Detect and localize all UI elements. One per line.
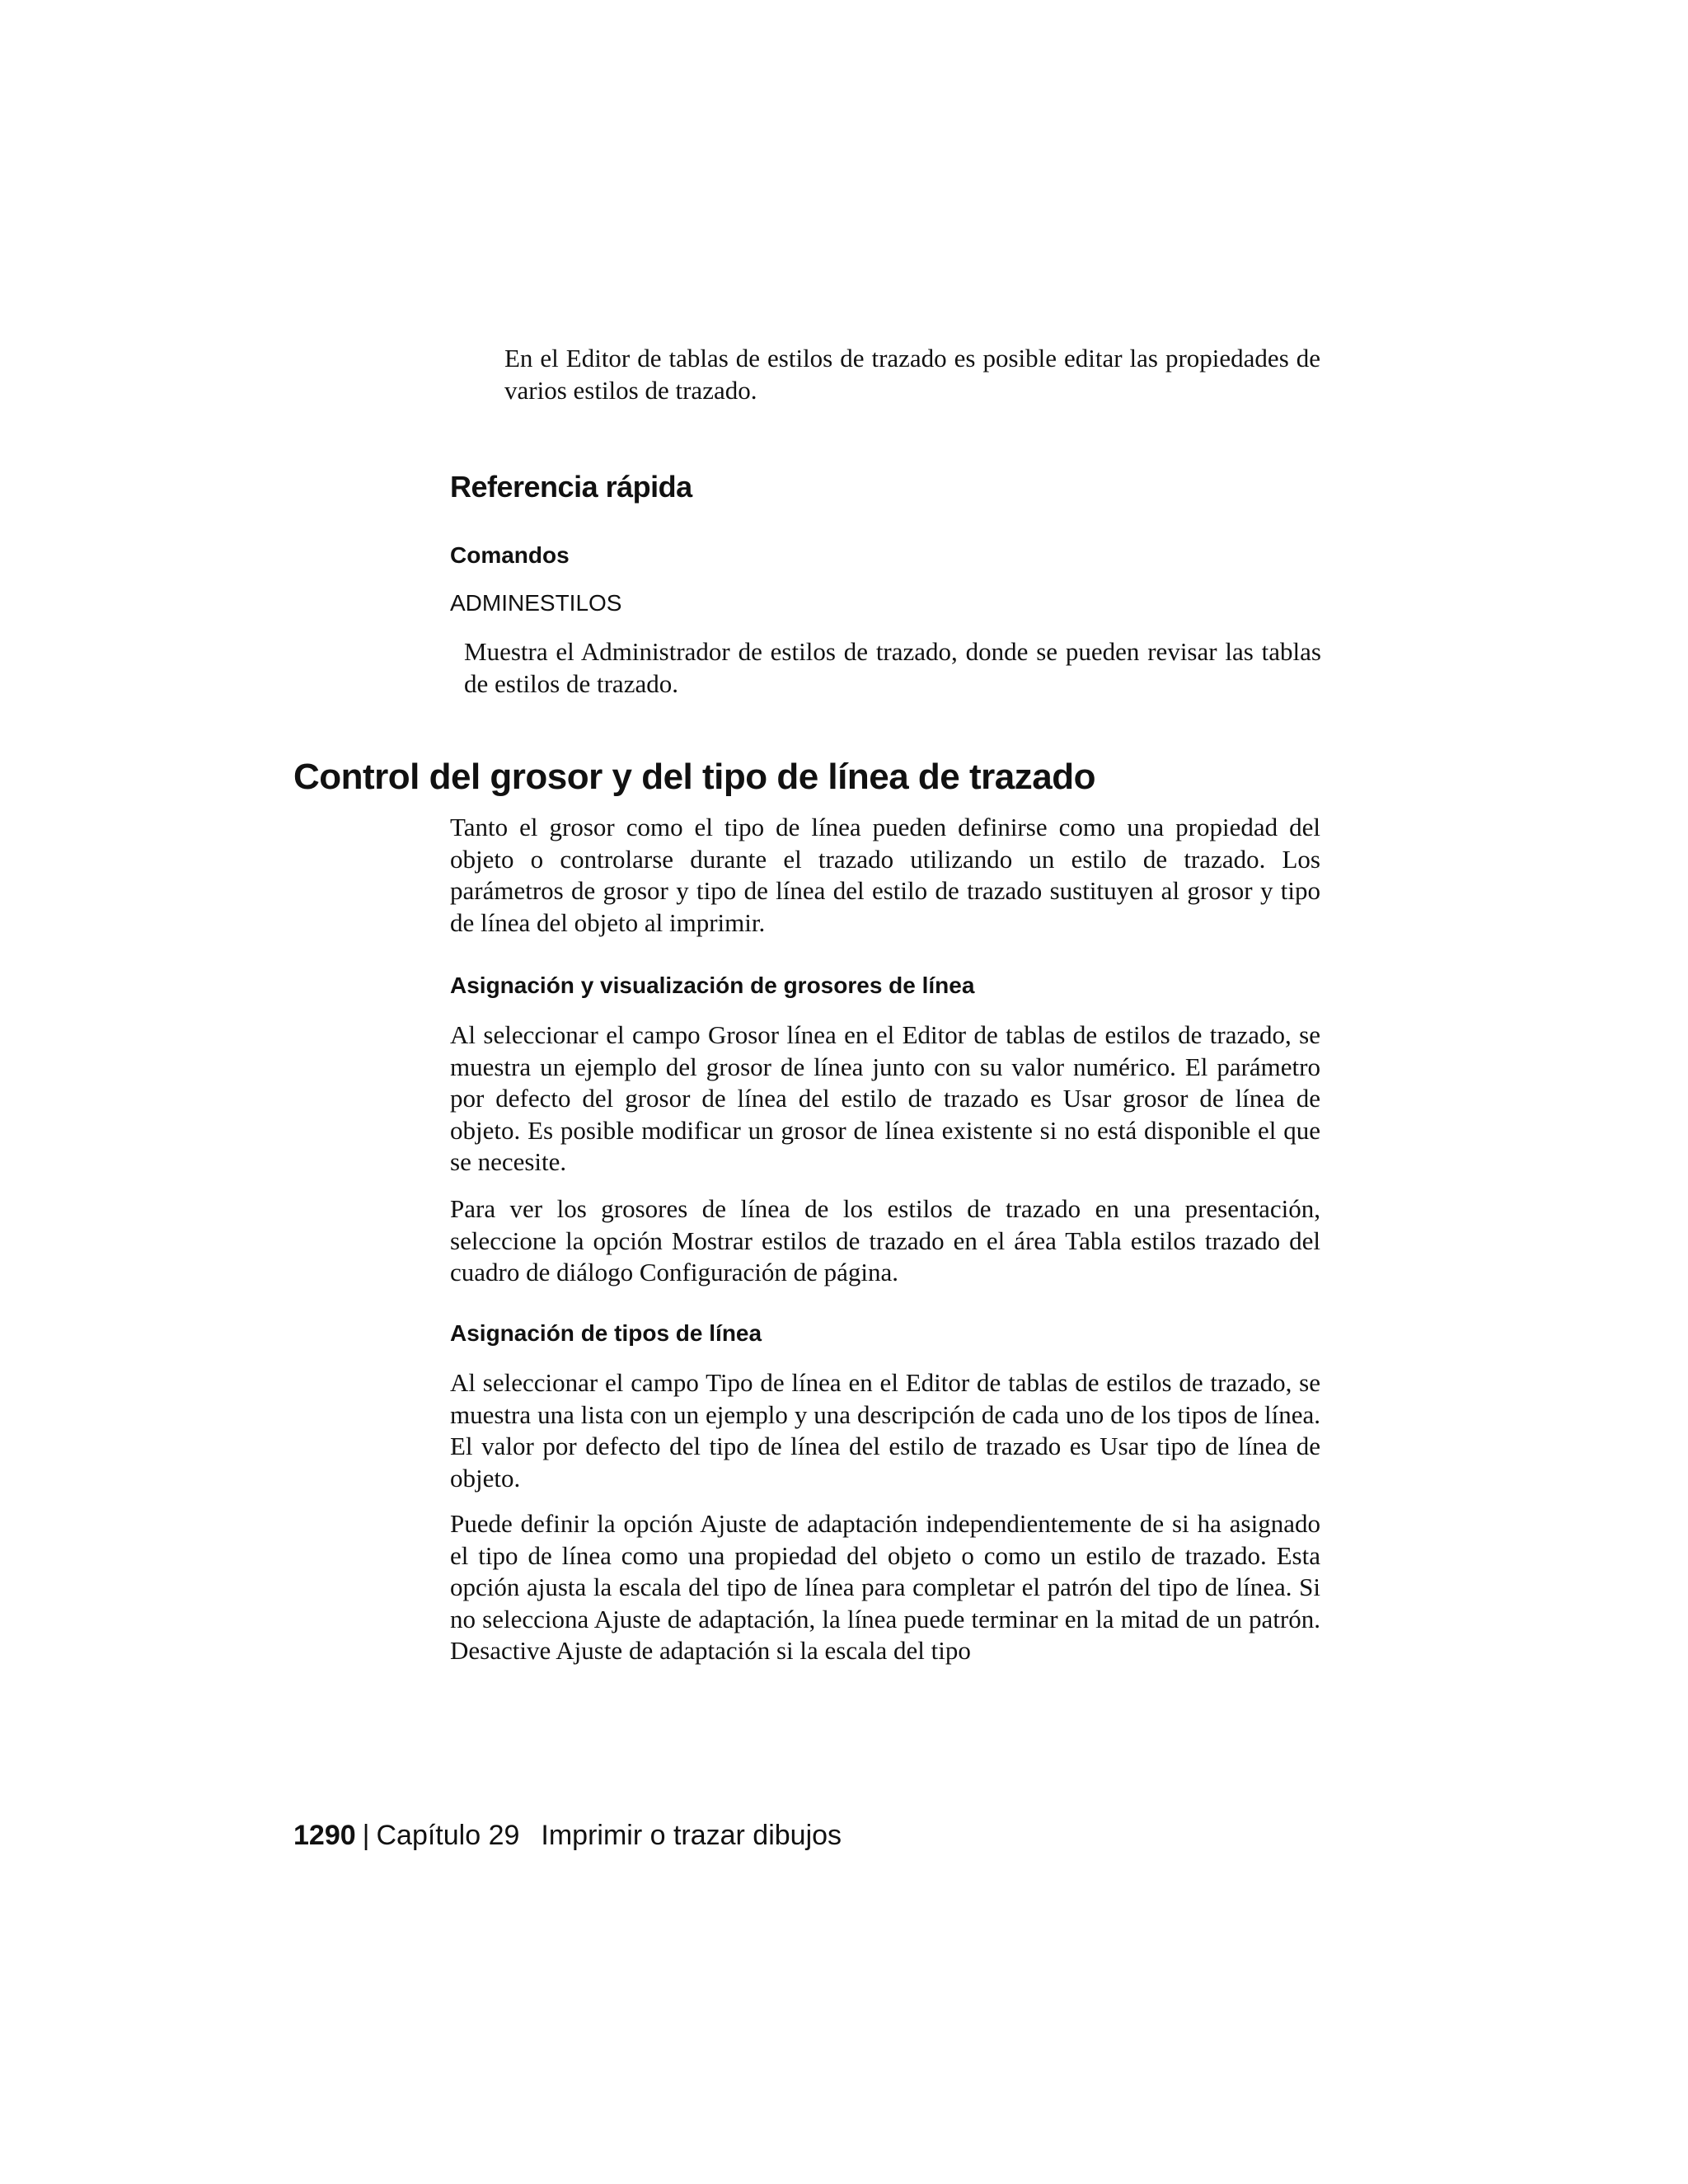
footer-separator: | [362, 1820, 370, 1851]
command-description: Muestra el Administrador de estilos de trazado, donde se pueden revisar las tablas de estilos de trazado. [464, 637, 1321, 698]
command-name: ADMINESTILOS [450, 590, 622, 616]
page-number: 1290 [293, 1820, 356, 1851]
subsection-2-heading: Asignación de tipos de línea [450, 1320, 762, 1346]
subsection-1-heading: Asignación y visualización de grosores de línea [450, 972, 975, 998]
commands-heading: Comandos [450, 542, 570, 568]
quick-reference-heading: Referencia rápida [450, 470, 692, 504]
subsection-2-paragraph-1: Al seleccionar el campo Tipo de línea en el Editor de tablas de estilos de trazado, se muestra una lista con un ejemplo y una descripción de cada uno de los tipos de línea. El valor por defecto del tipo de línea del estilo de trazado es Usar tipo de línea de objeto. [450, 1368, 1320, 1493]
section-intro: Tanto el grosor como el tipo de línea pueden definirse como una propiedad del objeto o controlarse durante el trazado utilizando un estilo de trazado. Los parámetros de grosor y tipo de línea del estilo de trazado sustituyen al grosor y tipo de línea del objeto al imprimir. [450, 813, 1320, 937]
chapter-title: Imprimir o trazar dibujos [541, 1820, 842, 1851]
subsection-1-paragraph-1: Al seleccionar el campo Grosor línea en el Editor de tablas de estilos de trazado, se muestra un ejemplo del grosor de línea junto con su valor numérico. El parámetro por defecto del grosor de línea del estilo de trazado es Usar grosor de línea de objeto. Es posible modificar un grosor de línea existente si no está disponible el que se necesite. [450, 1020, 1320, 1176]
section-title: Control del grosor y del tipo de línea de trazado [293, 757, 1095, 797]
chapter-label: Capítulo 29 [376, 1820, 520, 1851]
subsection-1-paragraph-2: Para ver los grosores de línea de los estilos de trazado en una presentación, seleccione la opción Mostrar estilos de trazado en el área Tabla estilos trazado del cuadro de diálogo Configuración de página. [450, 1194, 1320, 1286]
subsection-2-paragraph-2: Puede definir la opción Ajuste de adaptación independientemente de si ha asignado el tipo de línea como una propiedad del objeto o como un estilo de trazado. Esta opción ajusta la escala del tipo de línea para completar el patrón del tipo de línea. Si no selecciona Ajuste de adaptación, la línea puede terminar en la mitad de un patrón. Desactive Ajuste de adaptación si la escala del tipo [450, 1509, 1320, 1665]
page-footer [293, 1820, 842, 1852]
intro-paragraph: En el Editor de tablas de estilos de trazado es posible editar las propiedades de varios estilos de trazado. [504, 344, 1320, 405]
